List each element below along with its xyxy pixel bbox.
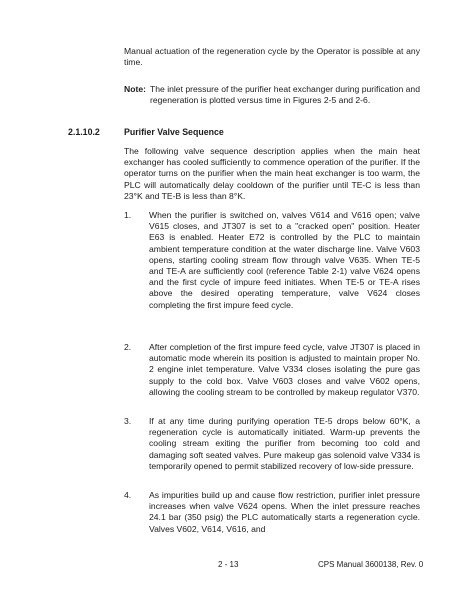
intro-paragraph: Manual actuation of the regeneration cycle by the Operator is possible at any time. — [124, 46, 420, 68]
section-number: 2.1.10.2 — [68, 127, 100, 137]
list-item-text: If at any time during purifying operation TE-5 drops below 60°K, a regeneration cycle is automatically initiated. Warm-up prevents the cooling stream exiting the purifier from becoming too cold and damaging soft seated valves. Pure makeup gas solenoid valve V334 is temporarily opened to permit stabilized recovery of low-side pressure. — [149, 416, 420, 471]
section-title: Purifier Valve Sequence — [124, 127, 224, 137]
footer-manual-reference: CPS Manual 3600138, Rev. 0 — [318, 560, 424, 569]
list-item-number: 4. — [124, 490, 132, 500]
footer-page-number: 2 - 13 — [218, 560, 239, 569]
list-item-text: When the purifier is switched on, valves V614 and V616 open; valve V615 closes, and JT307 is set to a "cracked open" position. Heater E63 is enabled. Heater E72 is controlled by the PLC to maintain ambient temperature condition at the water discharge line. Valve V603 opens, starting cooling stream flow through valve V635. When TE-5 and TE-A are sufficiently cool (reference Table 2-1) valve V624 opens and the first cycle of impure feed initiates. When TE-5 or TE-A rises above the desired operating temperature, valve V624 closes completing the first impure feed cycle. — [149, 210, 420, 310]
list-item-text: As impurities build up and cause flow restriction, purifier inlet pressure increases when valve V624 opens. When the inlet pressure reaches 24.1 bar (350 psig) the PLC automatically starts a regeneration cycle. Valves V602, V614, V616, and — [149, 490, 420, 534]
note-label: Note: — [124, 84, 146, 94]
list-item-number: 3. — [124, 416, 132, 426]
list-item-number: 2. — [124, 342, 132, 352]
list-item-number: 1. — [124, 210, 132, 220]
list-item-text: After completion of the first impure feed cycle, valve JT307 is placed in automatic mode wherein its position is adjusted to maintain proper No. 2 engine inlet temperature. Valve V334 closes isolating the pure gas supply to the cold box. Valve V603 closes and valve V602 opens, allowing the cooling stream to be controlled by makeup regulator V370. — [149, 342, 420, 397]
section-intro-paragraph: The following valve sequence description applies when the main heat exchanger has cooled sufficiently to commence operation of the purifier. If the operator turns on the purifier when the main heat exchanger is too warm, the PLC will automatically delay cooldown of the purifier until TE-C is less than 23°K and TE-B is less than 8°K. — [124, 146, 420, 201]
note-text: The inlet pressure of the purifier heat exchanger during purification and regeneration is plotted versus time in Figures 2-5 and 2-6. — [150, 84, 420, 106]
